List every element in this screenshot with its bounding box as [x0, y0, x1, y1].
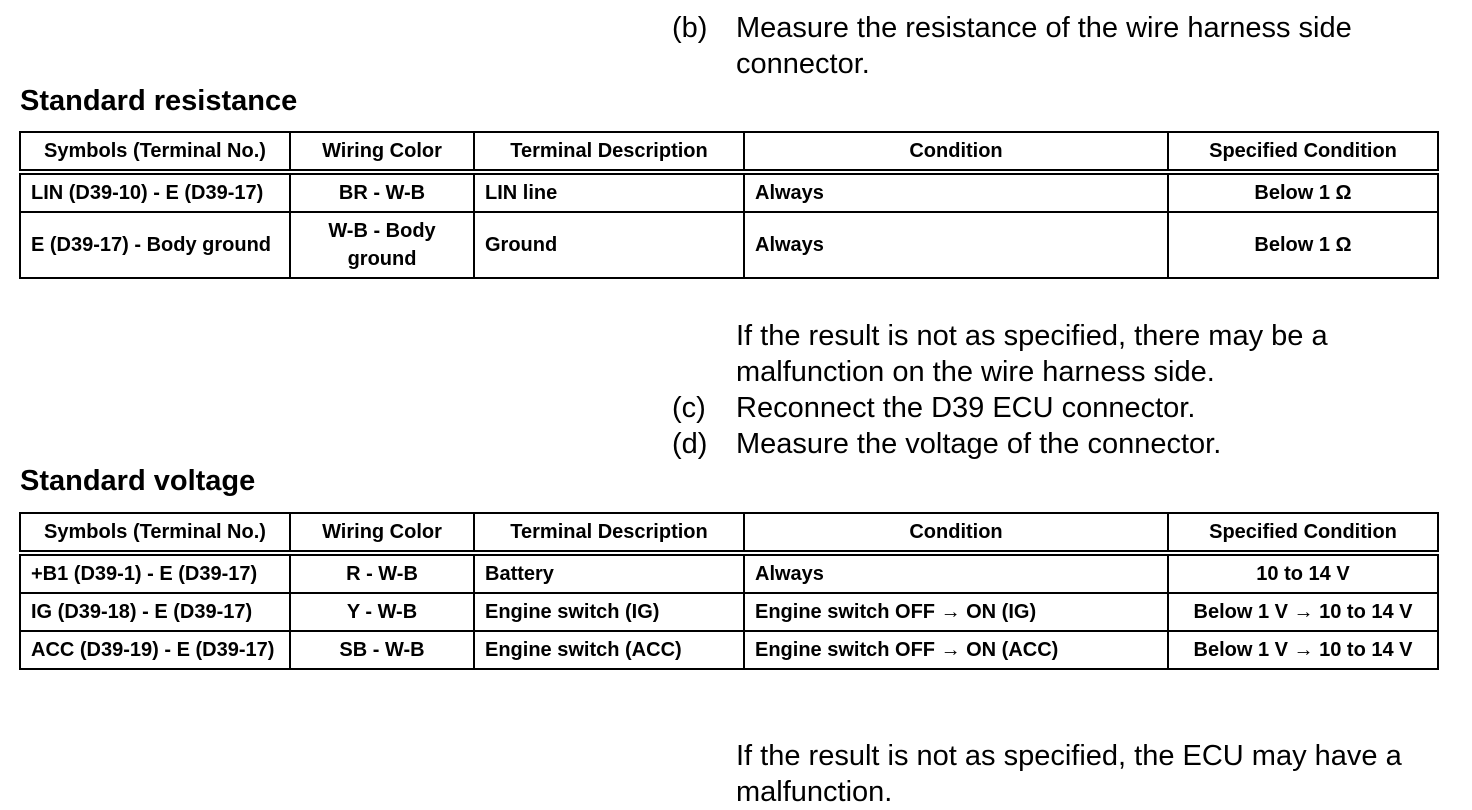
- cell-description: Ground: [474, 212, 744, 278]
- cell-wiring-color: BR - W-B: [290, 172, 474, 212]
- col-header-specified-condition: Specified Condition: [1168, 132, 1438, 172]
- table-row: [20, 172, 1438, 212]
- step-b-letter: (b): [672, 12, 708, 44]
- table-row: [20, 631, 1438, 669]
- cell-wiring-color: R - W-B: [290, 553, 474, 593]
- resistance-note: If the result is not as specified, there may be a: [736, 320, 1328, 352]
- step-b-text-continued: connector.: [736, 48, 870, 80]
- col-header-terminal-description: Terminal Description: [474, 513, 744, 553]
- table-row: [20, 212, 1438, 278]
- col-header-condition: Condition: [744, 513, 1168, 553]
- step-b-text: Measure the resistance of the wire harness side: [736, 12, 1352, 44]
- cell-specified-condition: Below 1 Ω: [1168, 172, 1438, 212]
- cell-condition: Engine switch OFF → ON (IG): [744, 593, 1168, 631]
- col-header-condition: Condition: [744, 132, 1168, 172]
- cell-condition: Engine switch OFF → ON (ACC): [744, 631, 1168, 669]
- step-c: [672, 390, 1195, 426]
- resistance-heading: Standard resistance: [20, 85, 298, 117]
- col-header-wiring-color: Wiring Color: [290, 513, 474, 553]
- table-row: [20, 593, 1438, 631]
- resistance-note-continued: malfunction on the wire harness side.: [736, 356, 1215, 388]
- table-row: [20, 553, 1438, 593]
- voltage-note: If the result is not as specified, the ECU may have a: [736, 740, 1402, 772]
- voltage-header-row: [20, 513, 1438, 553]
- col-header-symbols: Symbols (Terminal No.): [20, 132, 290, 172]
- cell-specified-condition: 10 to 14 V: [1168, 553, 1438, 593]
- cell-condition: Always: [744, 553, 1168, 593]
- cell-condition: Always: [744, 212, 1168, 278]
- cell-wiring-color: W-B - Body ground: [290, 212, 474, 278]
- cell-specified-condition: Below 1 V → 10 to 14 V: [1168, 631, 1438, 669]
- cell-symbol: ACC (D39-19) - E (D39-17): [20, 631, 290, 669]
- col-header-terminal-description: Terminal Description: [474, 132, 744, 172]
- cell-symbol: E (D39-17) - Body ground: [20, 212, 290, 278]
- step-d: [672, 426, 1221, 462]
- cell-description: Engine switch (ACC): [474, 631, 744, 669]
- cell-symbol: IG (D39-18) - E (D39-17): [20, 593, 290, 631]
- step-b: [672, 10, 1352, 46]
- step-d-text: Measure the voltage of the connector.: [736, 428, 1222, 460]
- cell-description: Battery: [474, 553, 744, 593]
- col-header-wiring-color: Wiring Color: [290, 132, 474, 172]
- step-c-text: Reconnect the D39 ECU connector.: [736, 392, 1196, 424]
- resistance-table: [19, 131, 1439, 279]
- cell-symbol: LIN (D39-10) - E (D39-17): [20, 172, 290, 212]
- step-d-letter: (d): [672, 428, 708, 460]
- voltage-table: [19, 512, 1439, 670]
- cell-condition: Always: [744, 172, 1168, 212]
- voltage-heading: Standard voltage: [20, 465, 256, 497]
- col-header-specified-condition: Specified Condition: [1168, 513, 1438, 553]
- cell-specified-condition: Below 1 Ω: [1168, 212, 1438, 278]
- step-c-letter: (c): [672, 392, 706, 424]
- cell-description: LIN line: [474, 172, 744, 212]
- col-header-symbols: Symbols (Terminal No.): [20, 513, 290, 553]
- voltage-note-continued: malfunction.: [736, 776, 893, 808]
- cell-wiring-color: Y - W-B: [290, 593, 474, 631]
- cell-specified-condition: Below 1 V → 10 to 14 V: [1168, 593, 1438, 631]
- cell-description: Engine switch (IG): [474, 593, 744, 631]
- resistance-header-row: [20, 132, 1438, 172]
- cell-wiring-color: SB - W-B: [290, 631, 474, 669]
- cell-symbol: +B1 (D39-1) - E (D39-17): [20, 553, 290, 593]
